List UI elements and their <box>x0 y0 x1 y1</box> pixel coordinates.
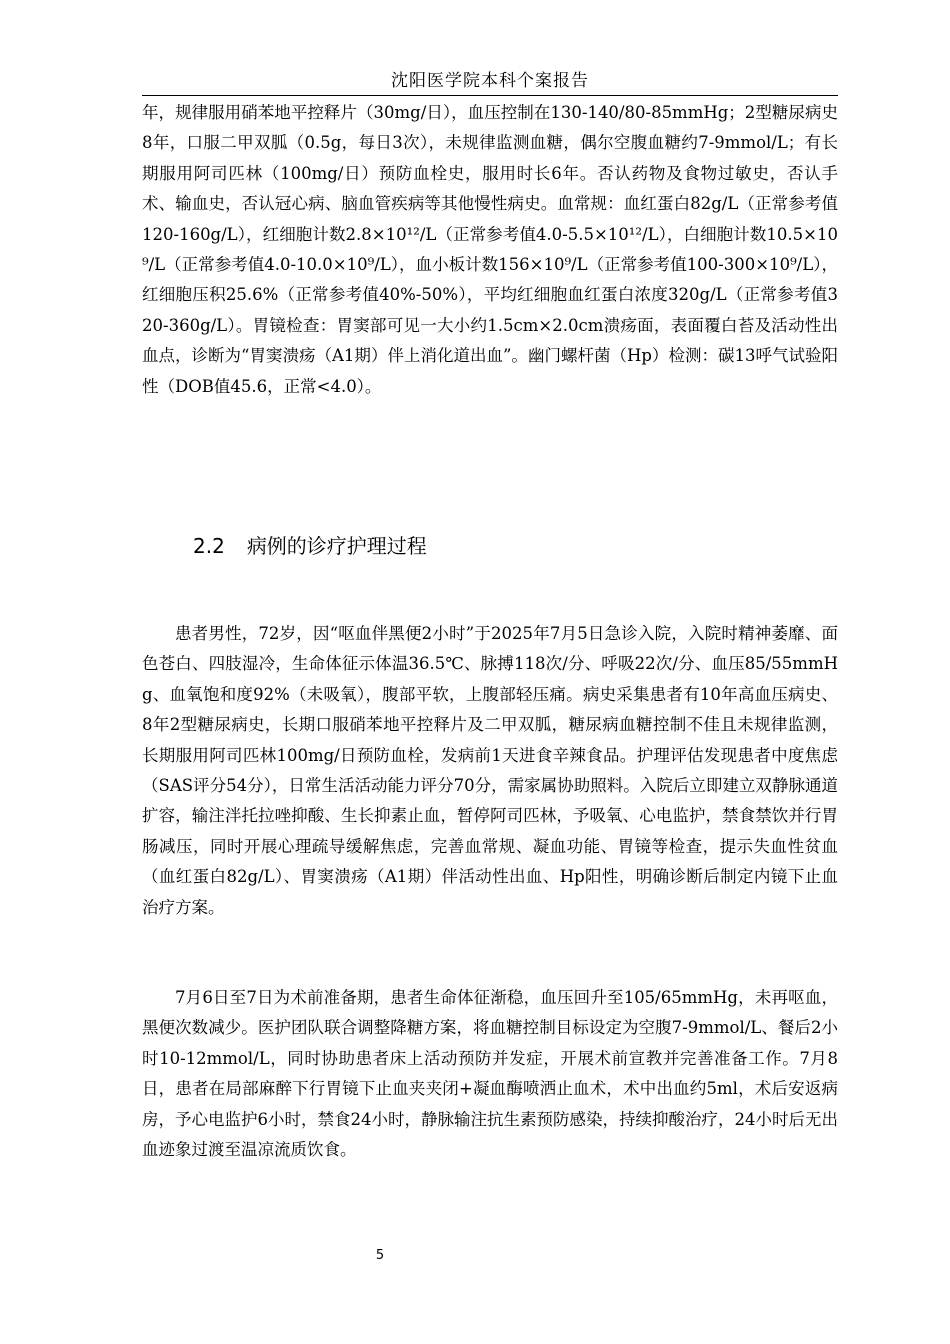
section-title: 病例的诊疗护理过程 <box>246 534 427 558</box>
page-number: 5 <box>375 1248 385 1263</box>
body-paragraph-1: 患者男性，72岁，因“呕血伴黑便2小时”于2025年7月5日急诊入院，入院时精神萎靡、面色苍白、四肢湿冷，生命体征示体温36.5℃、脉搏118次/分、呼吸22次/分、血压85/55mmHg、血氧饱和度92%（未吸氧），腹部平软，上腹部轻压痛。病史采集患者有10年高血压病史、8年2型糖尿病史，长期口服硝苯地平控释片及二甲双胍，糖尿病血糖控制不佳且未规律监测，长期服用阿司匹林100mg/日预防血栓，发病前1天进食辛辣食品。护理评估发现患者中度焦虑（SAS评分54分），日常生活活动能力评分70分，需家属协助照料。入院后立即建立双静脉通道扩容，输注泮托拉唑抑酸、生长抑素止血，暂停阿司匹林，予吸氧、心电监护，禁食禁饮并行胃肠减压，同时开展心理疏导缓解焦虑，完善血常规、凝血功能、胃镜等检查，提示失血性贫血（血红蛋白82g/L）、胃窦溃疡（A1期）伴活动性出血、Hp阳性，明确诊断后制定内镜下止血治疗方案。 <box>142 624 838 917</box>
section-heading <box>193 532 427 560</box>
header-rule <box>142 95 838 96</box>
page-header: 沈阳医学院本科个案报告 <box>391 71 589 91</box>
continued-paragraph: 年，规律服用硝苯地平控释片（30mg/日），血压控制在130-140/80-85mmHg；2型糖尿病史8年，口服二甲双胍（0.5g，每日3次），未规律监测血糖，偶尔空腹血糖约7-9mmol/L；有长期服用阿司匹林（100mg/日）预防血栓史，服用时长6年。否认药物及食物过敏史，否认手术、输血史，否认冠心病、脑血管疾病等其他慢性病史。血常规：血红蛋白82g/L（正常参考值120-160g/L），红细胞计数2.8×10¹²/L（正常参考值4.0-5.5×10¹²/L），白细胞计数10.5×10⁹/L（正常参考值4.0-10.0×10⁹/L），血小板计数156×10⁹/L（正常参考值100-300×10⁹/L），红细胞压积25.6%（正常参考值40%-50%），平均红细胞血红蛋白浓度320g/L（正常参考值320-360g/L）。胃镜检查：胃窦部可见一大小约1.5cm×2.0cm溃疡面，表面覆白苔及活动性出血点，诊断为“胃窦溃疡（A1期）伴上消化道出血”。幽门螺杆菌（Hp）检测：碳13呼气试验阳性（DOB值45.6，正常<4.0）。 <box>142 103 838 396</box>
section-number: 2.2 <box>193 534 225 558</box>
body-paragraph-2: 7月6日至7日为术前准备期，患者生命体征渐稳，血压回升至105/65mmHg，未再呕血，黑便次数减少。医护团队联合调整降糖方案，将血糖控制目标设定为空腹7-9mmol/L、餐后2小时10-12mmol/L，同时协助患者床上活动预防并发症，开展术前宣教并完善准备工作。7月8日，患者在局部麻醉下行胃镜下止血夹夹闭+凝血酶喷洒止血术，术中出血约5ml，术后安返病房，予心电监护6小时，禁食24小时，静脉输注抗生素预防感染，持续抑酸治疗，24小时后无出血迹象过渡至温凉流质饮食。 <box>142 988 838 1160</box>
